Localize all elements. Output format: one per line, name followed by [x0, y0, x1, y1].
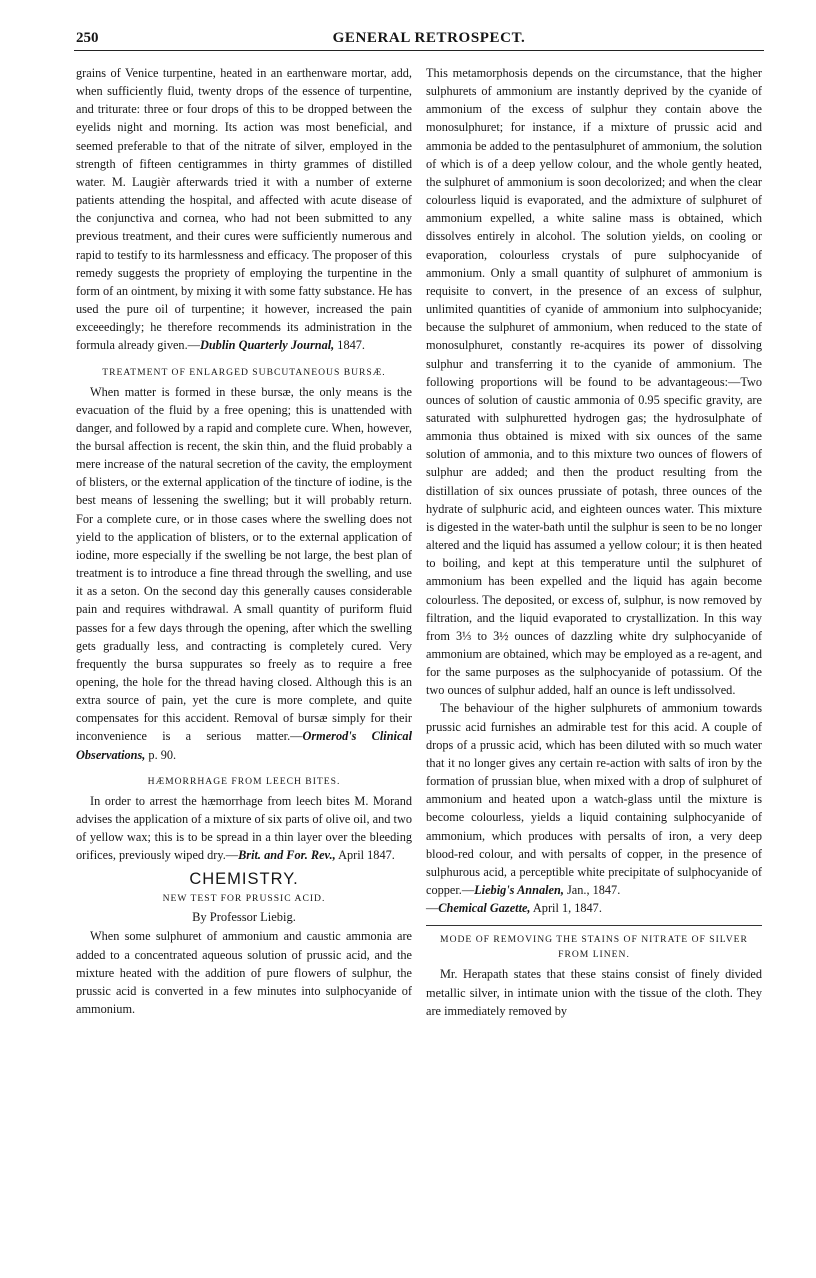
citation-dash: —: [426, 901, 439, 916]
source-citation: Dublin Quarterly Journal,: [199, 338, 335, 353]
left-column: [76, 64, 412, 1018]
source-citation: Brit. and For. Rev.,: [238, 848, 336, 863]
running-head: [74, 28, 764, 51]
citation-tail: April 1, 1847.: [530, 901, 602, 916]
source-citation: Chemical Gazette,: [438, 901, 531, 916]
paragraph-text: When matter is formed in these bursæ, the only means is the evacuation of the fluid by a free opening; this is unattended with danger, and followed by a rapid and complete cure. When, however, the bursal affection is recent, the skin thin, and the fluid probably a mere increase of the natural secretion of the cavity, the employment of blisters, or the external application of the tincture of iodine, is the best means of lessening the swelling; but it will probably return. For a complete cure, or in those cases where the swelling does not yield to the application of blisters, or to the external application of iodine, more especially if the swelling be not large, the best plan of treatment is to introduce a fine thread through the swelling, and use it as a seton. On the second day this generally causes considerable pain and requires withdrawal. A small quantity of puriform fluid passes for a few days through the opening, after which the swelling gets gradually less, and contracting is completely cured. Very frequently the bursa suppurates so freely as to require a free opening, the hole for the thread having closed. Although this is an extra source of pain, yet the cure is more complete, and quite compensates for this accident. Removal of bursæ simply for their inconvenience is a serious matter.—: [76, 384, 412, 744]
author-byline: By Professor Liebig.: [192, 910, 296, 925]
article-heading: NEW TEST FOR PRUSSIC ACID.: [162, 893, 326, 905]
article-heading: TREATMENT OF ENLARGED SUBCUTANEOUS BURSÆ.: [102, 366, 386, 378]
paragraph-text: In order to arrest the hæmorrhage from leech bites M. Morand advises the application of a mixture of six parts of olive oil, and two of yellow wax; this is to be spread in a thin layer over the bleeding orifices, previously wiped dry.—: [76, 793, 412, 863]
paragraph: [426, 699, 762, 917]
right-column: [426, 64, 762, 1020]
paragraph: [76, 383, 412, 764]
section-title: CHEMISTRY.: [189, 870, 299, 889]
paragraph: [76, 792, 412, 865]
running-title: GENERAL RETROSPECT.: [332, 30, 526, 46]
paragraph: Mr. Herapath states that these stains consist of finely divided metallic silver, in intimate union with the tissue of the cloth. They are immediately removed by: [426, 967, 762, 1018]
paragraph-text: The behaviour of the higher sulphurets of ammonium towards prussic acid furnishes an admirable test for this acid. A couple of drops of a prussic acid, which has been diluted with so much water that it no longer gives any certain re-action with salts of iron by the formation of prussian blue, when mixed with a drop of sulphuret of ammonium and heated upon a watch-glass until the mixture is become colourless, yields a liquid containing sulphocyanide of ammonium, which produces with persalts of iron, a very deep blood-red colour, and with persalts of copper, in the presence of sulphurous acid, a perceptible white precipitate of sulphocyanide of copper.—: [426, 701, 762, 898]
source-citation: Liebig's Annalen,: [474, 883, 564, 898]
citation-year: 1847.: [334, 338, 365, 353]
paragraph-text: grains of Venice turpentine, heated in an earthenware mortar, add, when sufficiently fluid, twenty drops of the essence of turpentine, and triturate: three or four drops of this to be dropped between the eyelids night and morning. Its action was most beneficial, and seemed preferable to that of the nitrate of silver, employed in the strength of fifteen centigrammes in thirty grammes of distilled water. M. Laugièr afterwards tried it with a number of externe patients attending the hospital, and affected with acute disease of the conjunctiva and cornea, who had not been submitted to any previous treatment, and their cures were sufficiently numerous and rapid to testify to its harmlessness and efficacy. The proposer of this remedy suggests the propriety of employing the turpentine in the form of an ointment, by mixing it with some fatty substance. He has used the pure oil of turpentine; it however, increased the pain exceeedingly; he therefore recommends its administration in the formula already given.—: [76, 66, 412, 353]
page: [74, 28, 764, 1018]
article-heading: HÆMORRHAGE FROM LEECH BITES.: [147, 775, 341, 787]
page-number: 250: [76, 30, 99, 46]
source-citation: Ormerod's Clinical Observations,: [76, 729, 412, 762]
paragraph: This metamorphosis depends on the circumstance, that the higher sulphurets of ammonium are instantly deprived by the cyanide of ammonium of the excess of sulphur they contain above the monosulphuret; for instance, if a mixture of prussic acid and ammonia be added to the pentasulphuret of ammonium, the solution of which is of a deep yellow colour, and the whole gently heated, the sulphuret of ammonium is soon decolorized; and when the clear colourless liquid is evaporated, and the admixture of sulphuret of ammonium expelled, a white saline mass is obtained, which dissolves entirely in alcohol. The solution yields, on cooling or evaporation, colourless crystals of pure sulphocyanide of ammonium. Only a small quantity of sulphuret of ammonium is requisite to convert, in the presence of an excess of sulphur, unlimited quantities of cyanide of ammonium into sulphocyanide; because the sulphuret of ammonium, when reduced to the state of monosulphuret, constantly re-acquires its power of dissolving sulphur and transferring it to the cyanide of ammonium. The following proportions will be found to be advantageous:—Two ounces of solution of caustic ammonia of 0.95 specific gravity, are saturated with sulphuretted hydrogen gas; the hydrosulphate of ammonia thus obtained is mixed with six ounces of the same solution of ammonia, and to this mixture two ounces of flowers of sulphur are added; and then the product resulting from the distillation of six ounces prussiate of potash, three ounces of the hydrate of sulphuric acid, and eighteen ounces water. This mixture is digested in the water-bath until the sulphur is seen to be no longer altered and the liquid has assumed a yellow colour; it is then heated to boiling, and kept at this temperature until the sulphuret of ammonium has been expelled and the liquid has again become colourless. The deposited, or excess of, sulphur, is now removed by filtration, and the liquid evaporated to crystallization. In this way from 3⅓ to 3½ ounces of dazzling white dry sulphocyanide of ammonium are obtained, which may be employed as a re-agent, and for the same purposes as the sulphocyanide of potassium. Of the two ounces of sulphur added, half an ounce is left undissolved.: [426, 66, 762, 698]
paragraph: When some sulphuret of ammonium and caustic ammonia are added to a concentrated aqueous solution of prussic acid, and the mixture heated with the addition of pure flowers of sulphur, the prussic acid is converted in a few minutes into sulphocyanide of ammonium.: [76, 929, 412, 1017]
article-heading: MODE OF REMOVING THE STAINS OF NITRATE OF SILVER FROM LINEN.: [426, 925, 762, 962]
citation-tail: April 1847.: [335, 848, 395, 863]
citation-tail: Jan., 1847.: [563, 883, 621, 898]
citation-tail: p. 90.: [145, 747, 177, 762]
paragraph: [76, 64, 412, 355]
